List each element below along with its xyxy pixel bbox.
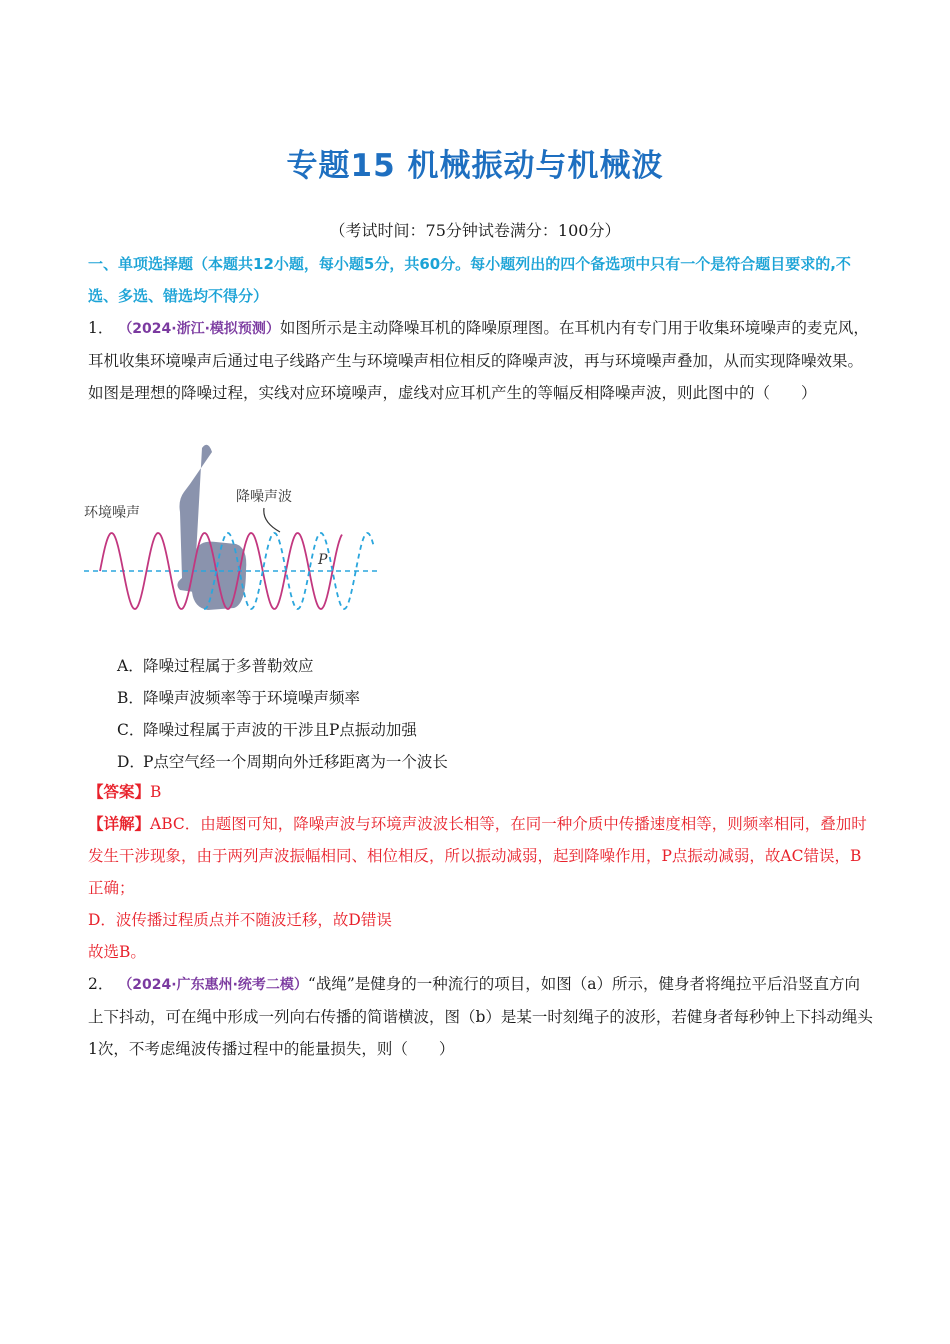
page-title: 专题15 机械振动与机械波: [286, 148, 664, 184]
answer-value: B: [150, 783, 162, 801]
question-2-stem: [88, 968, 873, 1065]
question-source: （2024·广东惠州·统考二模）: [118, 977, 308, 993]
detail-text-2: D．波传播过程质点并不随波迁移，故D错误: [88, 911, 392, 929]
answer-tag: 【答案】: [88, 782, 151, 801]
answer-line: [88, 776, 873, 808]
noise-cancel-figure: [84, 440, 384, 620]
label-point-p: P: [318, 552, 328, 568]
question-1-stem: [88, 312, 873, 409]
question-number: 1．: [88, 319, 114, 337]
detail-text-1: ABC．由题图可知，降噪声波与环境声波波长相等，在同一种介质中传播速度相等，则频率相同，叠加时发生干涉现象，由于两列声波振幅相同、相位相反，所以振动减弱，起到降噪作用，P点振动减弱，故AC错误，B正确；: [88, 815, 867, 897]
label-cancel-wave: 降噪声波: [236, 489, 292, 505]
option-a[interactable]: A．降噪过程属于多普勒效应: [117, 657, 314, 675]
option-d[interactable]: D．P点空气经一个周期向外迁移距离为一个波长: [117, 753, 448, 771]
question-text: “战绳”是健身的一种流行的项目，如图（a）所示，健身者将绳拉平后沿竖直方向上下抖动，可在绳中形成一列向右传播的简谐横波，图（b）是某一时刻绳子的波形，若健身者每秒钟上下抖动绳头1次，不考虑绳波传播过程中的能量损失，则（ ）: [88, 975, 873, 1058]
section-header: 一、单项选择题（本题共12小题，每小题5分，共60分。每小题列出的四个备选项中只有一个是符合题目要求的,不选、多选、错选均不得分）: [88, 255, 851, 305]
detail-block: [88, 808, 873, 904]
label-pointer: [264, 508, 280, 532]
exam-info: （考试时间：75分钟试卷满分：100分）: [329, 221, 621, 240]
wave-diagram: [84, 440, 384, 620]
question-text: 如图所示是主动降噪耳机的降噪原理图。在耳机内有专门用于收集环境噪声的麦克风，耳机收集环境噪声后通过电子线路产生与环境噪声相位相反的降噪声波，再与环境噪声叠加，从而实现降噪效果。如图是理想的降噪过程，实线对应环境噪声，虚线对应耳机产生的等幅反相降噪声波，则此图中的（ ）: [88, 319, 869, 402]
option-c[interactable]: C．降噪过程属于声波的干涉且P点振动加强: [117, 721, 417, 739]
detail-tag: 【详解】: [88, 814, 151, 833]
label-environment-noise: 环境噪声: [84, 505, 140, 521]
option-b[interactable]: B．降噪声波频率等于环境噪声频率: [117, 689, 361, 707]
question-number: 2．: [88, 975, 114, 993]
question-source: （2024·浙江·模拟预测）: [118, 321, 280, 337]
detail-text-3: 故选B。: [88, 943, 146, 961]
